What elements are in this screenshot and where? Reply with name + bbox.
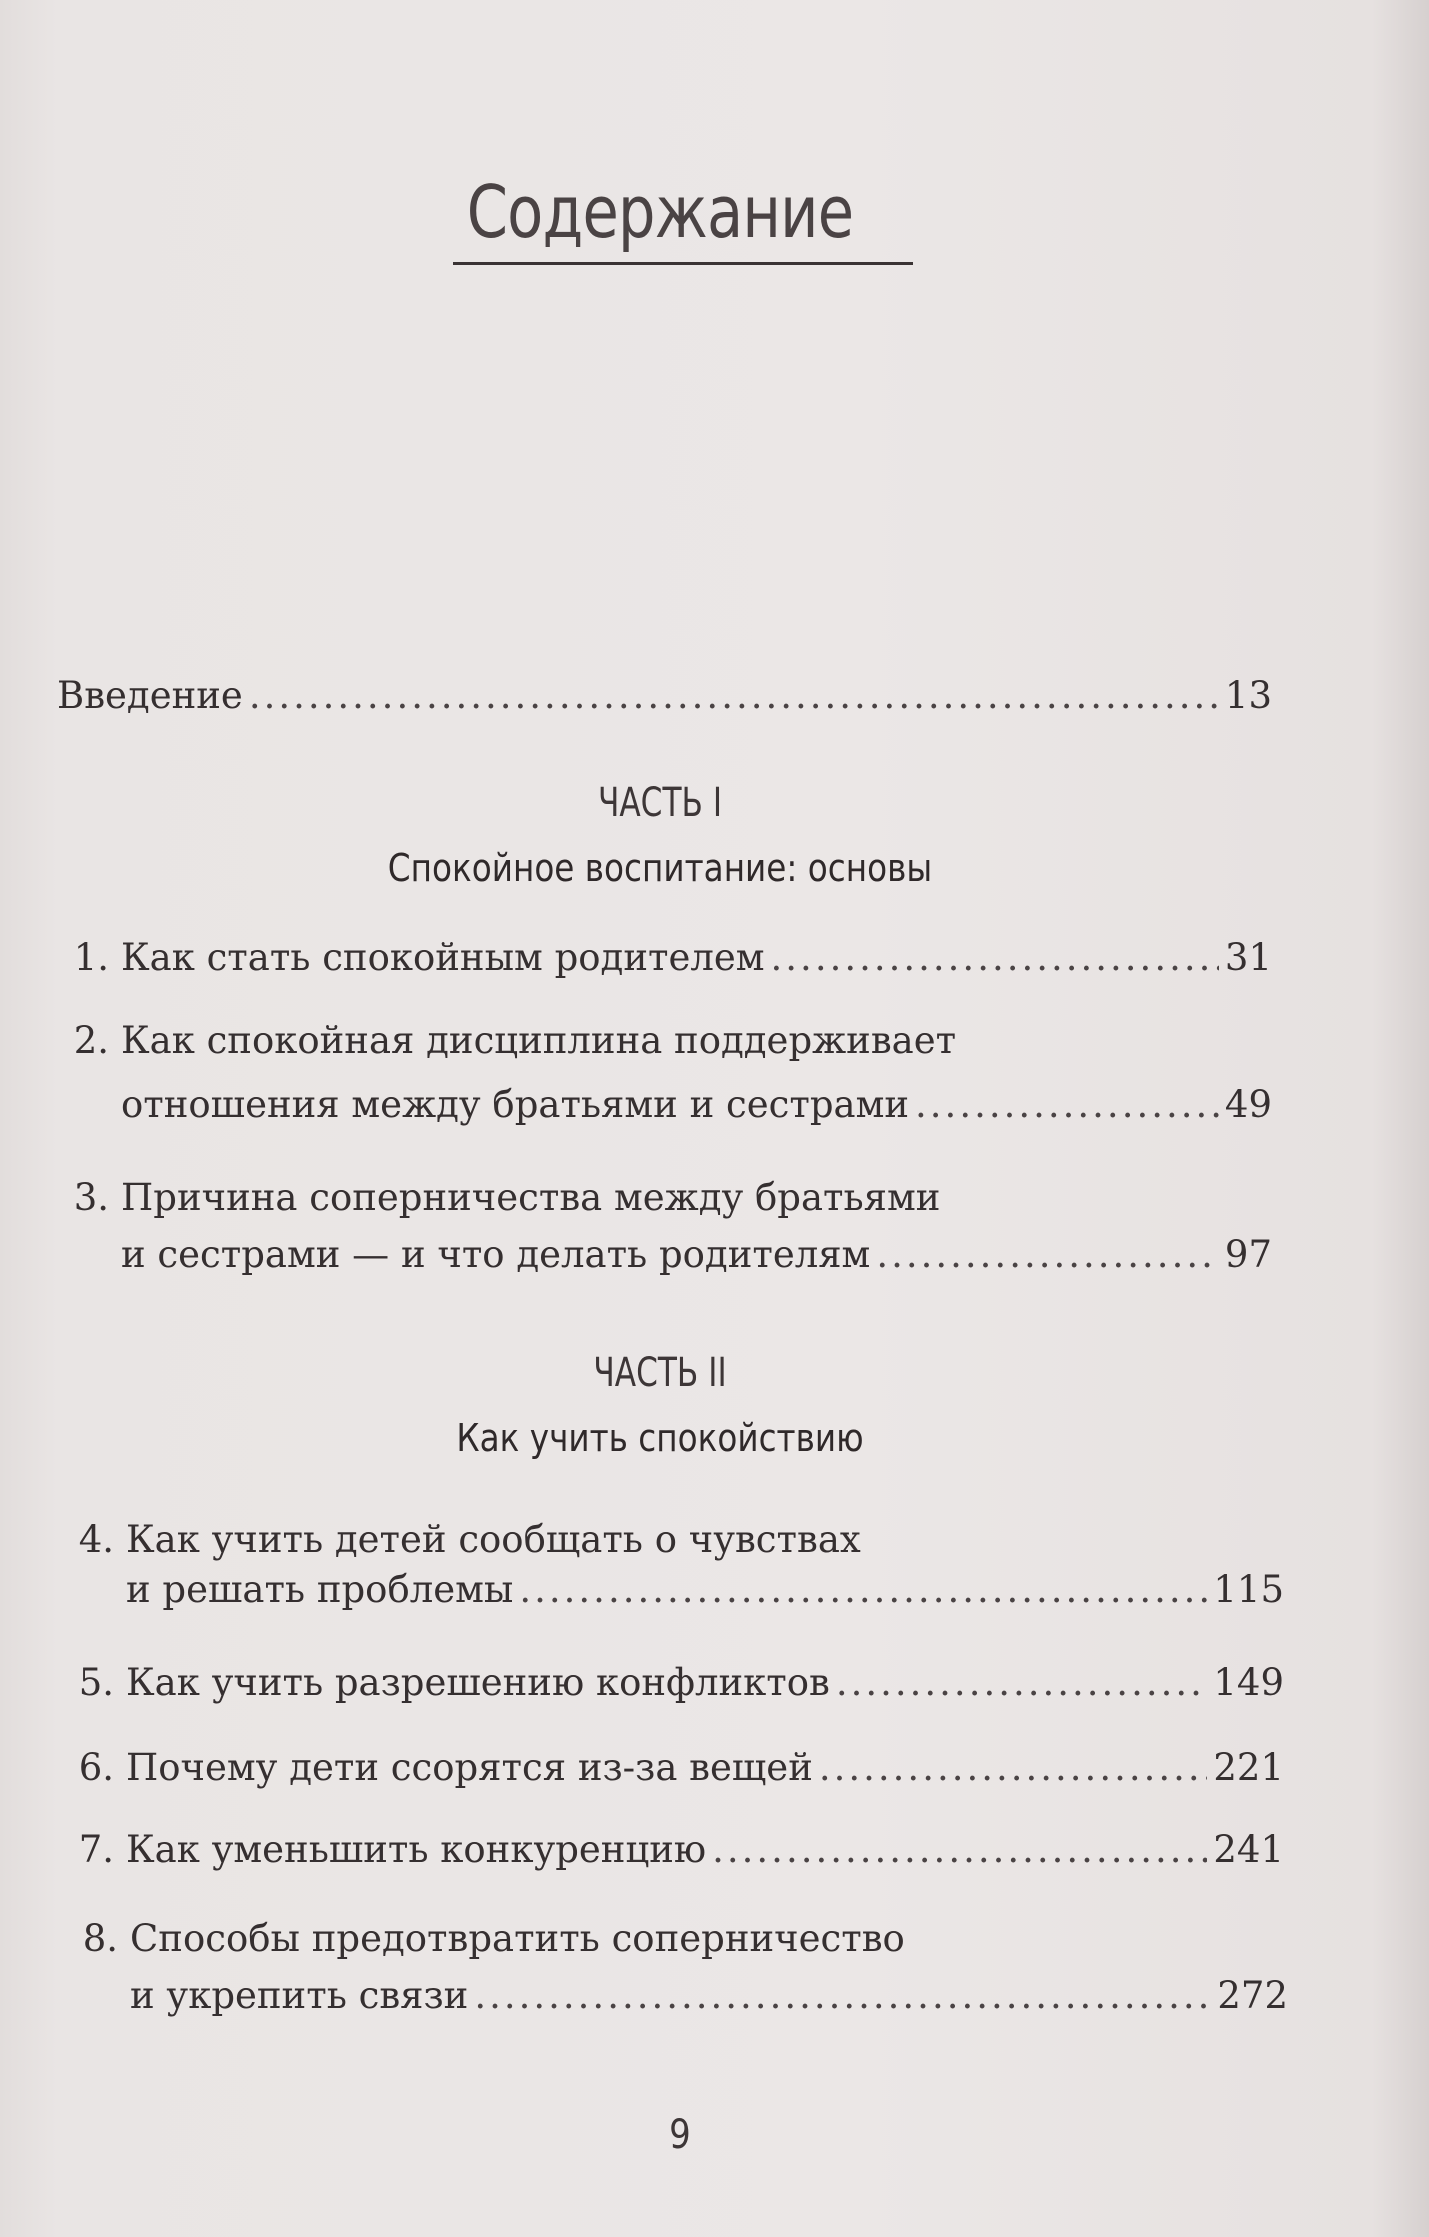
toc-entry-continued — [126, 1564, 1284, 1616]
dot-leader — [819, 1742, 1208, 1794]
dot-leader — [249, 670, 1219, 722]
entry-page: 149 — [1213, 1661, 1284, 1704]
entry-number: 2. — [73, 1019, 109, 1062]
entry-label: Способы предотвратить соперничество — [130, 1917, 905, 1960]
toc-entry-intro — [57, 670, 1272, 722]
toc-entry — [73, 1172, 1272, 1224]
entry-number: 3. — [73, 1176, 109, 1219]
toc-entry — [78, 1514, 1284, 1566]
entry-page: 13 — [1224, 674, 1272, 717]
toc-entry — [73, 1015, 1272, 1067]
toc-entry-continued — [121, 1079, 1272, 1131]
toc-entry — [82, 1913, 1288, 1965]
entry-page: 221 — [1213, 1746, 1284, 1789]
entry-number: 5. — [78, 1661, 114, 1704]
entry-label: Как спокойная дисциплина поддерживает — [121, 1019, 957, 1062]
entry-number: 4. — [78, 1518, 114, 1561]
dot-leader — [771, 932, 1219, 984]
entry-label: Как стать спокойным родителем — [121, 936, 765, 979]
entry-page: 115 — [1213, 1568, 1284, 1611]
dot-leader — [474, 1970, 1211, 2022]
toc-entry-continued — [121, 1229, 1272, 1281]
toc-entry — [78, 1824, 1284, 1876]
entry-label: Как уменьшить конкуренцию — [126, 1828, 707, 1871]
entry-page: 97 — [1224, 1233, 1272, 1276]
toc-entry — [73, 932, 1272, 984]
title-underline — [453, 262, 913, 265]
dot-leader — [876, 1229, 1219, 1281]
entry-label: Причина соперничества между братьями — [121, 1176, 941, 1219]
entry-label: Как учить детей сообщать о чувствах — [126, 1518, 861, 1561]
entry-label: отношения между братьями и сестрами — [121, 1083, 910, 1126]
entry-label: и укрепить связи — [130, 1974, 469, 2017]
part-title: Как учить спокойствию — [456, 1416, 864, 1460]
entry-page: 241 — [1213, 1828, 1284, 1871]
entry-label: и сестрами — и что делать родителям — [121, 1233, 871, 1276]
part-number: ЧАСТЬ II — [593, 1350, 727, 1396]
dot-leader — [519, 1564, 1207, 1616]
toc-entry — [78, 1657, 1284, 1709]
entry-number: 1. — [73, 936, 109, 979]
page-number: 9 — [669, 2112, 691, 2158]
dot-leader — [836, 1657, 1208, 1709]
entry-number: 6. — [78, 1746, 114, 1789]
entry-number: 8. — [82, 1917, 118, 1960]
entry-label: Введение — [57, 674, 243, 717]
dot-leader — [712, 1824, 1207, 1876]
entry-label: Как учить разрешению конфликтов — [126, 1661, 830, 1704]
dot-leader — [915, 1079, 1219, 1131]
entry-label: и решать проблемы — [126, 1568, 514, 1611]
toc-entry-continued — [130, 1970, 1288, 2022]
entry-page: 49 — [1224, 1083, 1272, 1126]
entry-label: Почему дети ссорятся из-за вещей — [126, 1746, 813, 1789]
entry-page: 31 — [1224, 936, 1272, 979]
page-title: Содержание — [466, 170, 854, 254]
toc-entry — [78, 1742, 1284, 1794]
entry-number: 7. — [78, 1828, 114, 1871]
entry-page: 272 — [1217, 1974, 1288, 2017]
part-title: Спокойное воспитание: основы — [387, 846, 933, 890]
part-number: ЧАСТЬ I — [597, 780, 723, 826]
